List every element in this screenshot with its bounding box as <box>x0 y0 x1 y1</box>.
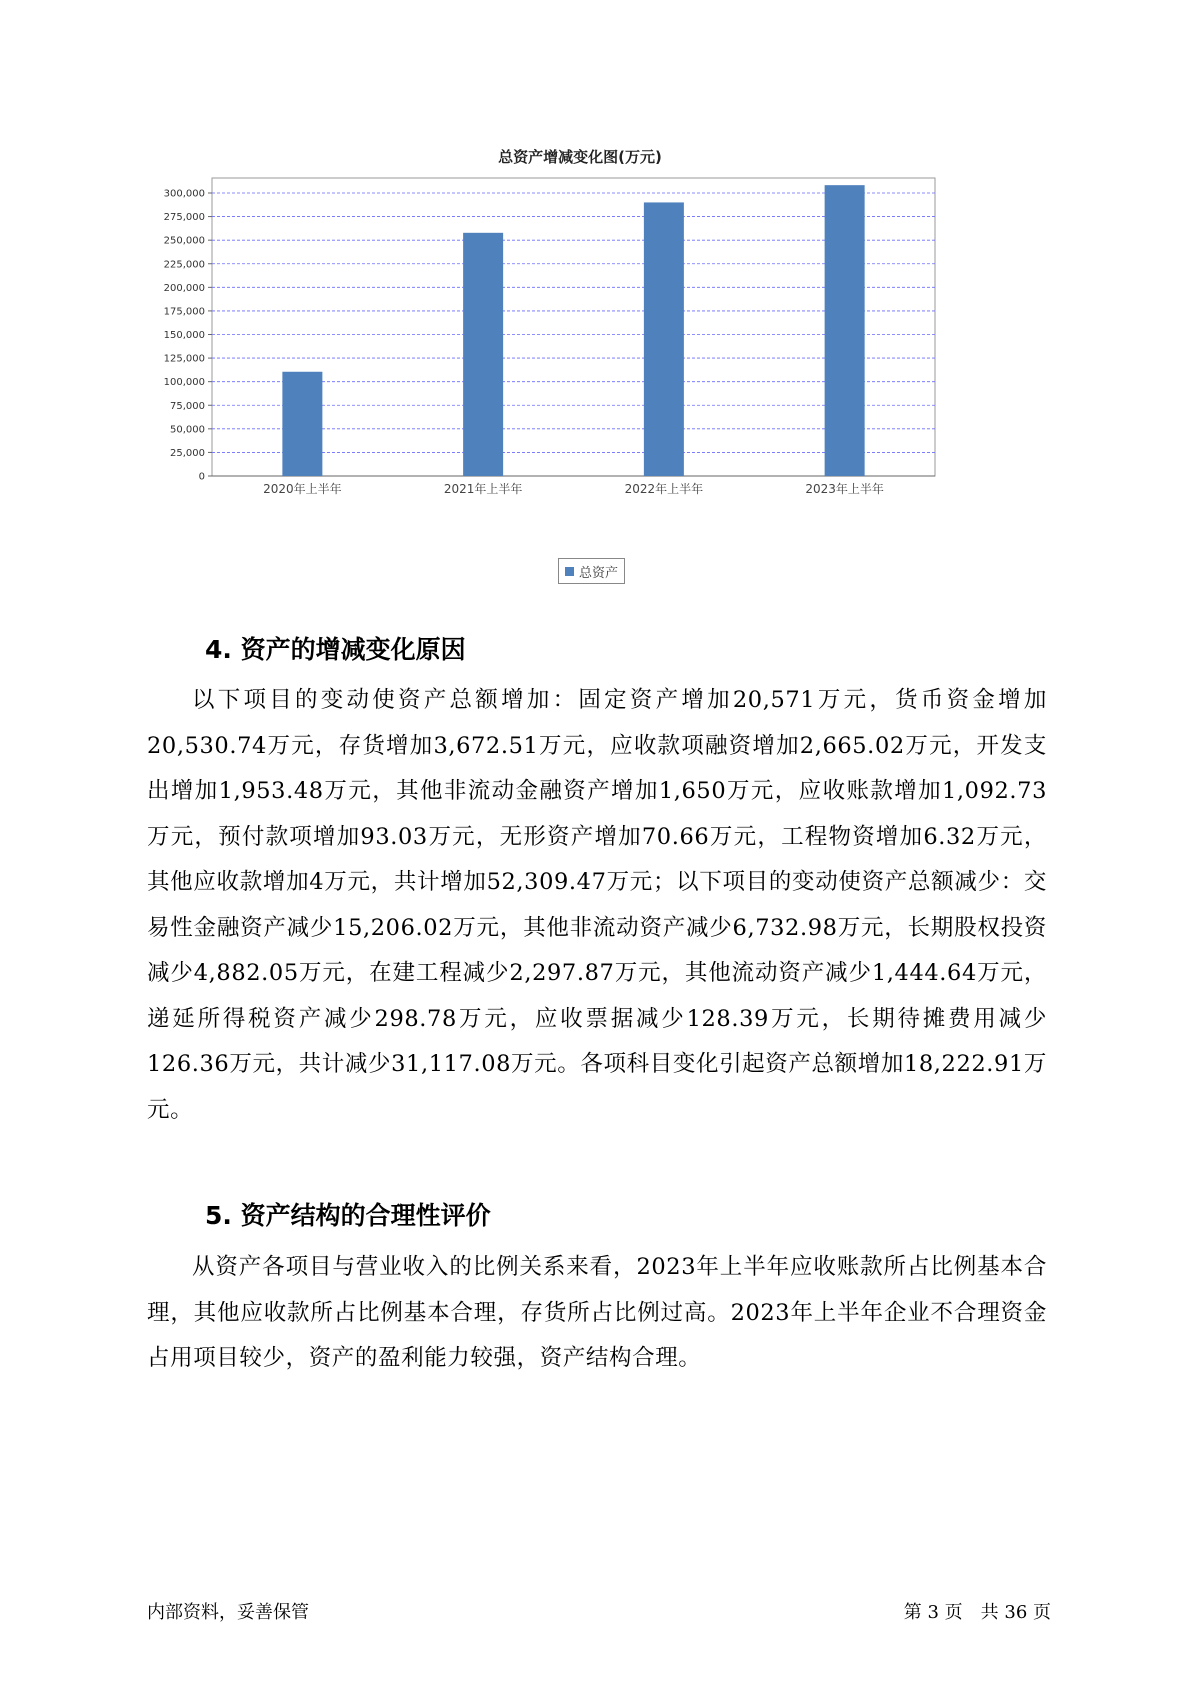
legend-swatch <box>565 567 574 576</box>
y-tick-label: 75,000 <box>170 400 205 412</box>
chart-plot <box>140 138 1020 598</box>
y-tick-label: 50,000 <box>170 424 205 436</box>
y-tick-label: 100,000 <box>163 377 205 389</box>
bar-2 <box>463 233 503 476</box>
x-tick-label: 2023年上半年 <box>805 482 884 496</box>
bar-3 <box>644 202 684 476</box>
bar-4 <box>825 185 865 476</box>
section-4-paragraph: 以下项目的变动使资产总额增加：固定资产增加20,571万元，货币资金增加20,530.74万元，存货增加3,672.51万元，应收款项融资增加2,665.02万元，开发支出增加1,953.48万元，其他非流动金融资产增加1,650万元，应收账款增加1,092.73万元，预付款项增加93.03万元，无形资产增加70.66万元，工程物资增加6.32万元，其他应收款增加4万元，共计增加52,309.47万元；以下项目的变动使资产总额减少：交易性金融资产减少15,206.02万元，其他非流动资产减少6,732.98万元，长期股权投资减少4,882.05万元，在建工程减少2,297.87万元，其他流动资产减少1,444.64万元，递延所得税资产减少298.78万元，应收票据减少128.39万元，长期待摊费用减少126.36万元，共计减少31,117.08万元。各项科目变化引起资产总额增加18,222.91万元。 <box>147 687 1047 1123</box>
chart-legend <box>558 558 625 584</box>
footer-page-number: 第 3 页 共 36 页 <box>903 1602 1051 1623</box>
total-assets-chart <box>140 138 1020 598</box>
legend-label: 总资产 <box>579 565 619 581</box>
section-5-heading: 5. 资产结构的合理性评价 <box>205 1201 491 1230</box>
x-tick-label: 2020年上半年 <box>263 482 342 496</box>
x-tick-label: 2022年上半年 <box>624 482 704 496</box>
y-tick-label: 275,000 <box>163 212 205 224</box>
y-tick-label: 225,000 <box>163 259 205 271</box>
y-tick-label: 125,000 <box>163 353 205 365</box>
y-tick-label: 150,000 <box>163 330 205 341</box>
footer-confidential-note: 内部资料，妥善保管 <box>147 1602 309 1623</box>
y-tick-label: 25,000 <box>170 447 205 459</box>
chart-title: 总资产增减变化图(万元) <box>498 148 662 166</box>
section-5-paragraph: 从资产各项目与营业收入的比例关系来看，2023年上半年应收账款所占比例基本合理，其他应收款所占比例基本合理，存货所占比例过高。2023年上半年企业不合理资金占用项目较少，资产的盈利能力较强，资产结构合理。 <box>147 1254 1047 1371</box>
y-tick-label: 0 <box>198 471 205 483</box>
y-tick-label: 200,000 <box>163 282 205 294</box>
y-tick-label: 175,000 <box>163 306 205 318</box>
y-tick-label: 250,000 <box>163 235 205 247</box>
section-4-heading: 4. 资产的增减变化原因 <box>205 635 466 664</box>
y-tick-label: 300,000 <box>163 188 205 200</box>
bar-1 <box>282 372 322 476</box>
x-tick-label: 2021年上半年 <box>443 482 523 496</box>
